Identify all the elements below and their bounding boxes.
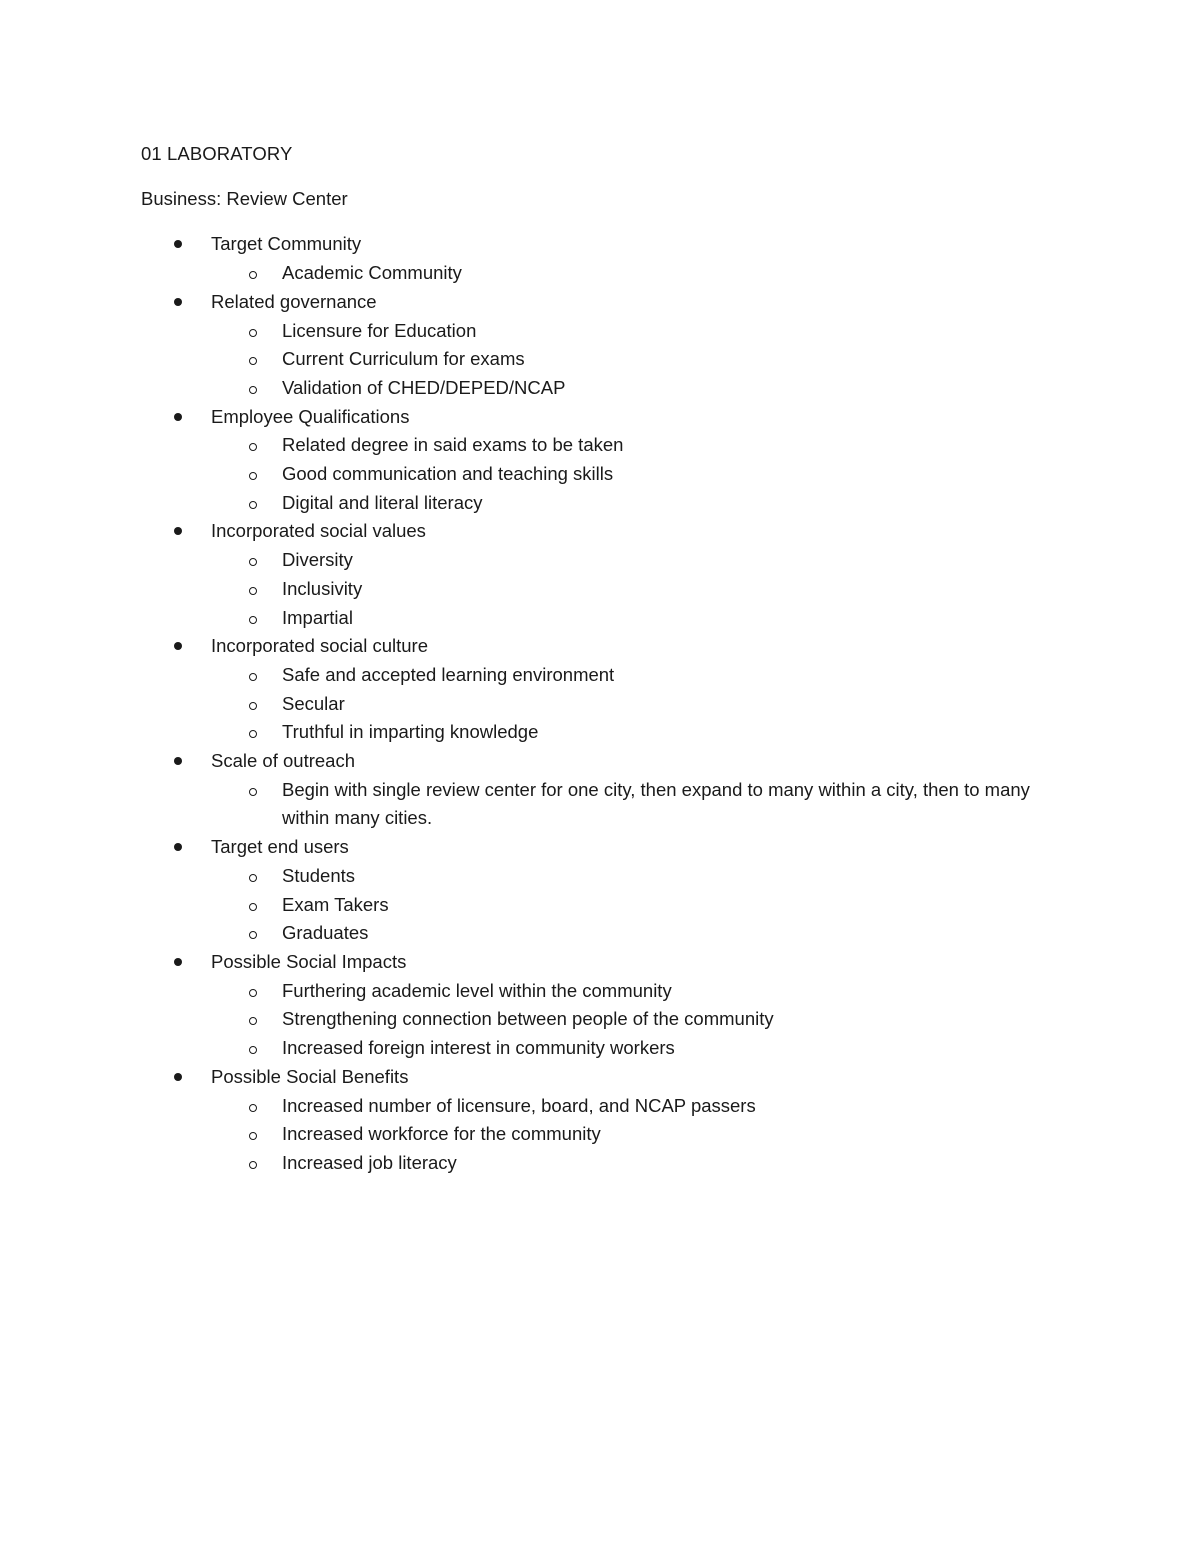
sub-item	[211, 317, 1061, 346]
sub-bullet-list	[211, 862, 1061, 948]
sub-item	[211, 718, 1061, 747]
sub-item	[211, 259, 1061, 288]
sub-item-label: Furthering academic level within the community	[282, 979, 672, 1001]
hollow-bullet-icon	[249, 903, 257, 911]
hollow-bullet-icon	[249, 587, 257, 595]
hollow-bullet-icon	[249, 673, 257, 681]
sub-item	[211, 1005, 1061, 1034]
filled-bullet-icon	[174, 413, 182, 421]
main-bullet-list	[141, 230, 1061, 1177]
sub-item-label: Impartial	[282, 606, 353, 628]
document-title: 01 LABORATORY	[141, 143, 293, 164]
sub-item-label: Good communication and teaching skills	[282, 463, 614, 485]
sub-bullet-list	[211, 317, 1061, 403]
sub-item	[211, 1034, 1061, 1063]
hollow-bullet-icon	[249, 1132, 257, 1140]
sub-bullet-list	[211, 431, 1061, 517]
sub-item-label: Related degree in said exams to be taken	[282, 434, 624, 456]
filled-bullet-icon	[174, 298, 182, 306]
sub-bullet-list	[211, 1092, 1061, 1178]
sub-item-label: Current Curriculum for exams	[282, 348, 525, 370]
section-item	[141, 632, 1061, 747]
hollow-bullet-icon	[249, 730, 257, 738]
section-label: Possible Social Benefits	[211, 1065, 409, 1087]
sub-item	[211, 431, 1061, 460]
section-label: Employee Qualifications	[211, 405, 410, 427]
filled-bullet-icon	[174, 527, 182, 535]
section-item	[141, 1063, 1061, 1178]
sub-item	[211, 1120, 1061, 1149]
sub-item	[211, 661, 1061, 690]
filled-bullet-icon	[174, 958, 182, 966]
hollow-bullet-icon	[249, 501, 257, 509]
sub-item	[211, 1149, 1061, 1178]
sub-bullet-list	[211, 546, 1061, 632]
sub-item	[211, 690, 1061, 719]
hollow-bullet-icon	[249, 1017, 257, 1025]
document-body	[141, 140, 1061, 1178]
section-item	[141, 948, 1061, 1063]
filled-bullet-icon	[174, 843, 182, 851]
hollow-bullet-icon	[249, 1161, 257, 1169]
hollow-bullet-icon	[249, 1046, 257, 1054]
hollow-bullet-icon	[249, 702, 257, 710]
hollow-bullet-icon	[249, 443, 257, 451]
sub-item	[211, 345, 1061, 374]
sub-bullet-list	[211, 661, 1061, 747]
hollow-bullet-icon	[249, 558, 257, 566]
hollow-bullet-icon	[249, 357, 257, 365]
sub-item-label: Graduates	[282, 922, 369, 944]
hollow-bullet-icon	[249, 989, 257, 997]
sub-item-label: Increased number of licensure, board, and NCAP passers	[282, 1094, 756, 1116]
section-item	[141, 230, 1061, 287]
hollow-bullet-icon	[249, 386, 257, 394]
section-label: Scale of outreach	[211, 750, 355, 772]
document-subtitle: Business: Review Center	[141, 188, 348, 210]
section-item	[141, 747, 1061, 833]
filled-bullet-icon	[174, 1073, 182, 1081]
sub-item-label: Truthful in imparting knowledge	[282, 721, 539, 743]
sub-item-label: Diversity	[282, 549, 353, 571]
section-item	[141, 288, 1061, 403]
sub-item-label: Begin with single review center for one city, then expand to many within a city, then to many within many cities.	[282, 778, 1030, 829]
section-label: Related governance	[211, 290, 377, 312]
sub-item	[211, 1092, 1061, 1121]
sub-item-label: Safe and accepted learning environment	[282, 663, 615, 685]
sub-item-label: Exam Takers	[282, 893, 389, 915]
sub-item	[211, 546, 1061, 575]
section-label: Incorporated social culture	[211, 635, 428, 657]
section-label: Possible Social Impacts	[211, 950, 407, 972]
section-item	[141, 403, 1061, 518]
section-label: Target Community	[211, 233, 362, 255]
sub-item	[211, 489, 1061, 518]
sub-item-label: Academic Community	[282, 262, 462, 284]
section-label: Incorporated social values	[211, 520, 426, 542]
filled-bullet-icon	[174, 757, 182, 765]
sub-bullet-list	[211, 259, 1061, 288]
sub-bullet-list	[211, 776, 1061, 833]
filled-bullet-icon	[174, 240, 182, 248]
sub-item	[211, 776, 1061, 833]
hollow-bullet-icon	[249, 271, 257, 279]
sub-item	[211, 575, 1061, 604]
sub-item-label: Digital and literal literacy	[282, 491, 483, 513]
hollow-bullet-icon	[249, 931, 257, 939]
sub-item	[211, 862, 1061, 891]
section-item	[141, 517, 1061, 632]
hollow-bullet-icon	[249, 788, 257, 796]
sub-item-label: Increased foreign interest in community workers	[282, 1037, 675, 1059]
filled-bullet-icon	[174, 642, 182, 650]
hollow-bullet-icon	[249, 472, 257, 480]
sub-item-label: Increased workforce for the community	[282, 1123, 601, 1145]
sub-item-label: Strengthening connection between people of the community	[282, 1008, 774, 1030]
sub-item-label: Validation of CHED/DEPED/NCAP	[282, 376, 566, 398]
sub-item	[211, 604, 1061, 633]
sub-item	[211, 977, 1061, 1006]
section-item	[141, 833, 1061, 948]
sub-bullet-list	[211, 977, 1061, 1063]
sub-item-label: Licensure for Education	[282, 319, 477, 341]
hollow-bullet-icon	[249, 1104, 257, 1112]
hollow-bullet-icon	[249, 874, 257, 882]
hollow-bullet-icon	[249, 616, 257, 624]
sub-item-label: Secular	[282, 692, 345, 714]
sub-item	[211, 374, 1061, 403]
sub-item-label: Students	[282, 864, 356, 886]
hollow-bullet-icon	[249, 329, 257, 337]
sub-item	[211, 891, 1061, 920]
sub-item	[211, 460, 1061, 489]
section-label: Target end users	[211, 836, 349, 858]
sub-item	[211, 919, 1061, 948]
sub-item-label: Increased job literacy	[282, 1151, 457, 1173]
sub-item-label: Inclusivity	[282, 577, 363, 599]
